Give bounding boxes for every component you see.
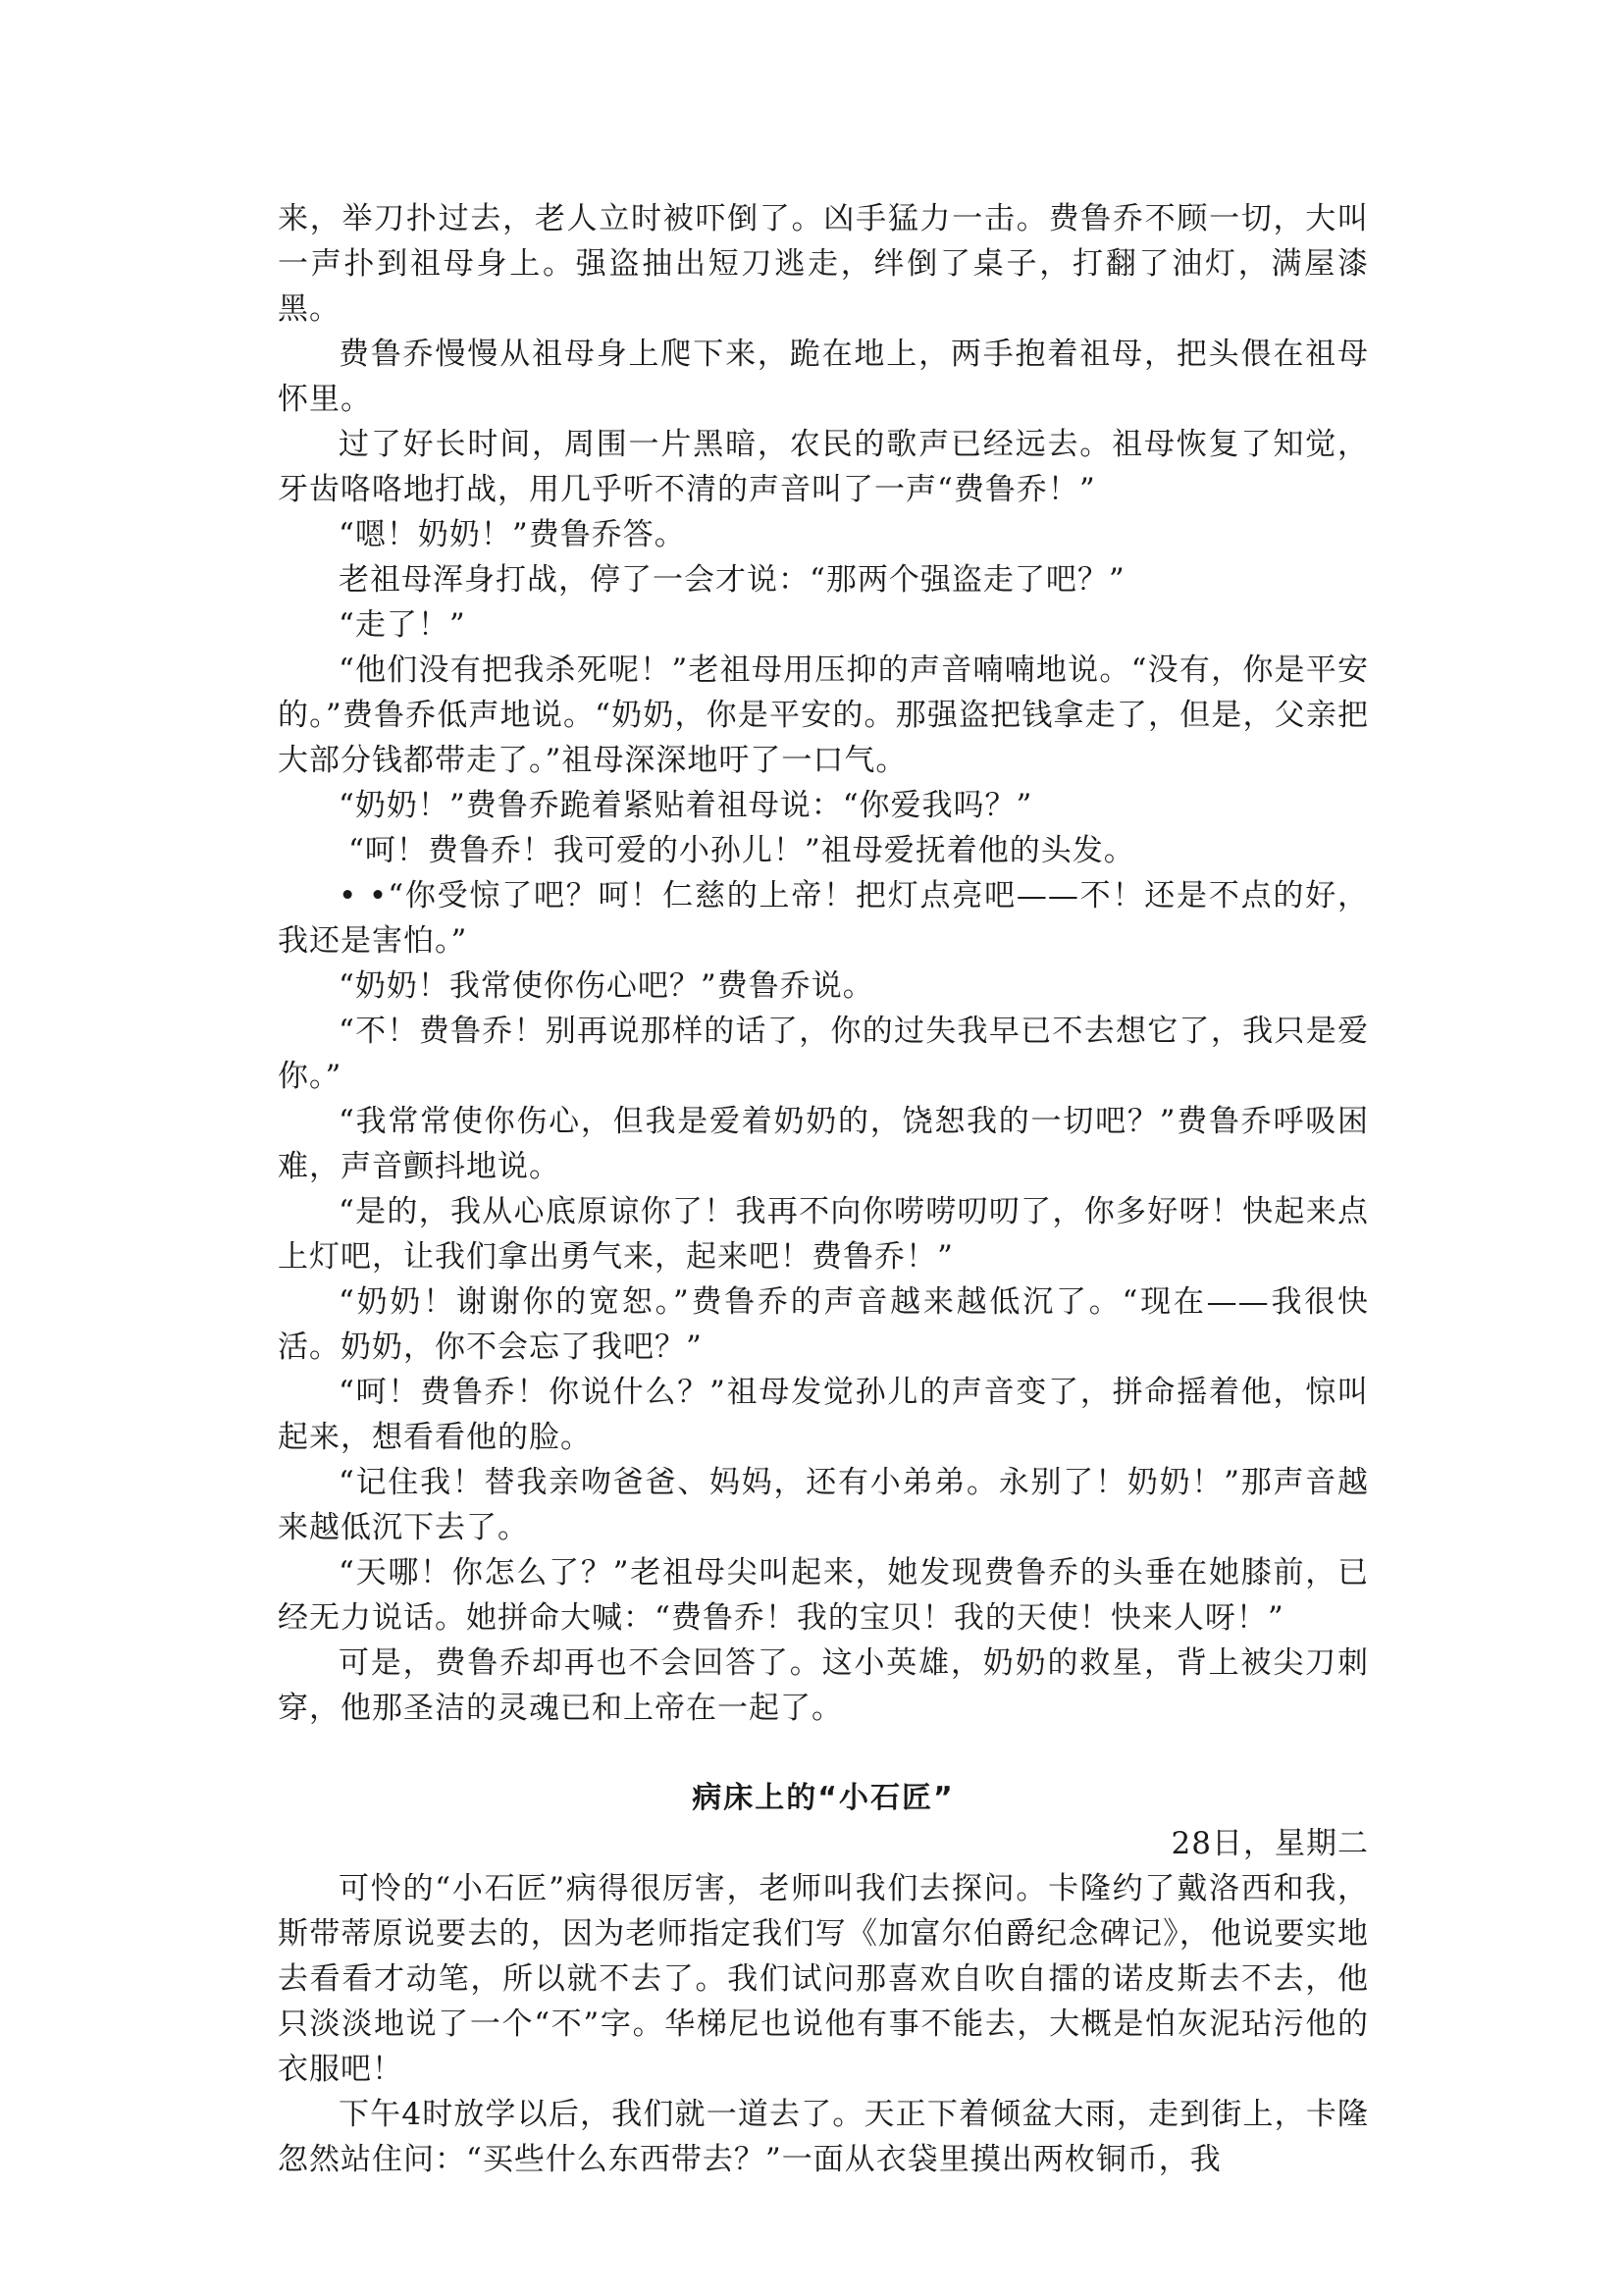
story-paragraph: “奶奶！谢谢你的宽恕。”费鲁乔的声音越来越低沉了。“现在——我很快活。奶奶，你不会忘了我吧？” <box>278 1284 1369 1365</box>
chapter-paragraph: 可怜的“小石匠”病得很厉害，老师叫我们去探问。卡隆约了戴洛西和我，斯带蒂原说要去的，因为老师指定我们写《加富尔伯爵纪念碑记》，他说要实地去看看才动笔，所以就不去了。我们试问那喜欢自吹自擂的诺皮斯去不去，他只淡淡地说了一个“不”字。华梯尼也说他有事不能去，大概是怕灰泥玷污他的衣服吧！ <box>278 1871 1369 2087</box>
story-paragraph: 费鲁乔慢慢从祖母身上爬下来，跪在地上，两手抱着祖母，把头偎在祖母怀里。 <box>278 337 1369 417</box>
page-body <box>278 196 1369 2182</box>
story-paragraph: “记住我！替我亲吻爸爸、妈妈，还有小弟弟。永别了！奶奶！”那声音越来越低沉下去了。 <box>278 1465 1369 1545</box>
story-paragraph: “嗯！奶奶！”费鲁乔答。 <box>339 517 686 552</box>
story-paragraph: “呵！费鲁乔！你说什么？”祖母发觉孙儿的声音变了，拼命摇着他，惊叫起来，想看看他的脸。 <box>278 1375 1369 1455</box>
story-paragraph: 来，举刀扑过去，老人立时被吓倒了。凶手猛力一击。费鲁乔不顾一切，大叫一声扑到祖母身上。强盗抽出短刀逃走，绊倒了桌子，打翻了油灯，满屋漆黑。 <box>278 201 1369 327</box>
story-paragraph: “天哪！你怎么了？”老祖母尖叫起来，她发现费鲁乔的头垂在她膝前，已经无力说话。她拼命大喊：“费鲁乔！我的宝贝！我的天使！快来人呀！” <box>278 1555 1369 1636</box>
story-paragraph: 老祖母浑身打战，停了一会才说：“那两个强盗走了吧？” <box>339 562 1126 598</box>
story-paragraph: • •“你受惊了吧？呵！仁慈的上帝！把灯点亮吧——不！还是不点的好，我还是害怕。” <box>278 878 1369 959</box>
story-paragraph: “不！费鲁乔！别再说那样的话了，你的过失我早已不去想它了，我只是爱你。” <box>278 1014 1369 1094</box>
story-paragraph: “走了！” <box>339 607 466 643</box>
story-paragraph: “呵！费鲁乔！我可爱的小孙儿！”祖母爱抚着他的头发。 <box>348 833 1135 868</box>
story-paragraph: “奶奶！我常使你伤心吧？”费鲁乔说。 <box>339 968 874 1004</box>
story-paragraph: “他们没有把我杀死呢！”老祖母用压抑的声音喃喃地说。“没有，你是平安的。”费鲁乔低声地说。“奶奶，你是平安的。那强盗把钱拿走了，但是，父亲把大部分钱都带走了。”祖母深深地吁了一口气。 <box>278 652 1369 778</box>
story-paragraph: “我常常使你伤心，但我是爱着奶奶的，饶恕我的一切吧？”费鲁乔呼吸困难，声音颤抖地说。 <box>278 1104 1369 1184</box>
story-paragraph: 过了好长时间，周围一片黑暗，农民的歌声已经远去。祖母恢复了知觉，牙齿咯咯地打战，用几乎听不清的声音叫了一声“费鲁乔！” <box>278 427 1369 507</box>
chapter-title: 病床上的“小石匠” <box>692 1781 955 1815</box>
story-paragraph: “是的，我从心底原谅你了！我再不向你唠唠叨叨了，你多好呀！快起来点上灯吧，让我们拿出勇气来，起来吧！费鲁乔！” <box>278 1194 1369 1275</box>
story-paragraph: 可是，费鲁乔却再也不会回答了。这小英雄，奶奶的救星，背上被尖刀刺穿，他那圣洁的灵魂已和上帝在一起了。 <box>278 1645 1369 1726</box>
story-paragraph: “奶奶！”费鲁乔跪着紧贴着祖母说：“你爱我吗？” <box>339 788 1033 823</box>
chapter-date: 28日，星期二 <box>1171 1826 1369 1861</box>
chapter-paragraph: 下午4时放学以后，我们就一道去了。天正下着倾盆大雨，走到街上，卡隆忽然站住问：“买些什么东西带去？”一面从衣袋里摸出两枚铜币，我 <box>278 2097 1369 2177</box>
